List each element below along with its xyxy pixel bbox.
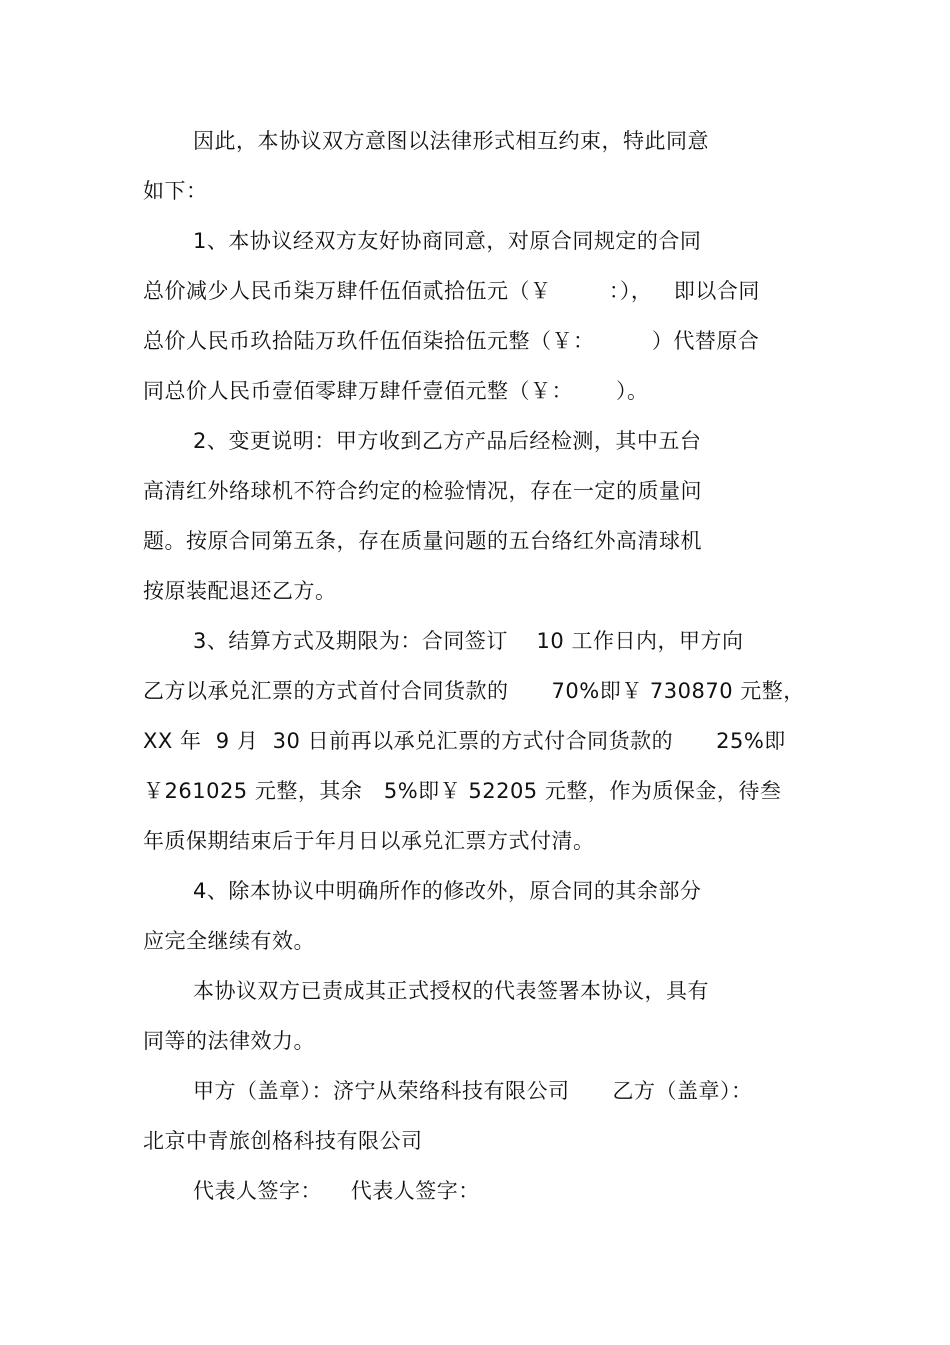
clause-4-line-2: 应完全继续有效。 [143,929,315,953]
clause-1-line-2: 总价减少人民币柒万肆仟伍佰贰拾伍元（￥ ：）， 即以合同 [143,279,760,303]
paragraph-intro-line-1: 因此，本协议双方意图以法律形式相互约束，特此同意 [193,129,709,153]
clause-1-line-4: 同总价人民币壹佰零肆万肆仟壹佰元整（￥： ）。 [143,379,649,403]
party-b-company: 北京中青旅创格科技有限公司 [143,1129,423,1153]
clause-3-line-4: ￥261025 元整，其余 5%即￥ 52205 元整，作为质保金，待叁 [143,779,782,803]
clause-4-line-1: 4、除本协议中明确所作的修改外，原合同的其余部分 [193,879,702,903]
paragraph-intro-line-2: 如下： [143,179,208,203]
clause-3-line-2: 乙方以承兑汇票的方式首付合同货款的 70%即￥ 730870 元整， [143,679,805,703]
clause-2-line-4: 按原装配退还乙方。 [143,579,337,603]
clause-1-line-1: 1、本协议经双方友好协商同意，对原合同规定的合同 [193,229,702,253]
clause-3-line-5: 年质保期结束后于年月日以承兑汇票方式付清。 [143,829,595,853]
clause-1-line-3: 总价人民币玖拾陆万玖仟伍佰柒拾伍元整（￥： ）代替原合 [143,329,760,353]
clause-3-line-1: 3、结算方式及期限为：合同签订 10 工作日内，甲方向 [193,629,744,653]
signature-line: 代表人签字： 代表人签字： [193,1179,480,1203]
parties-stamp-line: 甲方（盖章）：济宁从荣络科技有限公司 乙方（盖章）： [193,1079,753,1103]
clause-2-line-2: 高清红外络球机不符合约定的检验情况，存在一定的质量问 [143,479,702,503]
clause-2-line-3: 题。按原合同第五条，存在质量问题的五台络红外高清球机 [143,529,702,553]
clause-3-line-3: XX 年 9 月 30 日前再以承兑汇票的方式付合同货款的 25%即 [143,729,786,753]
closing-line-2: 同等的法律效力。 [143,1029,315,1053]
clause-2-line-1: 2、变更说明：甲方收到乙方产品后经检测，其中五台 [193,429,702,453]
closing-line-1: 本协议双方已责成其正式授权的代表签署本协议，具有 [193,979,709,1003]
